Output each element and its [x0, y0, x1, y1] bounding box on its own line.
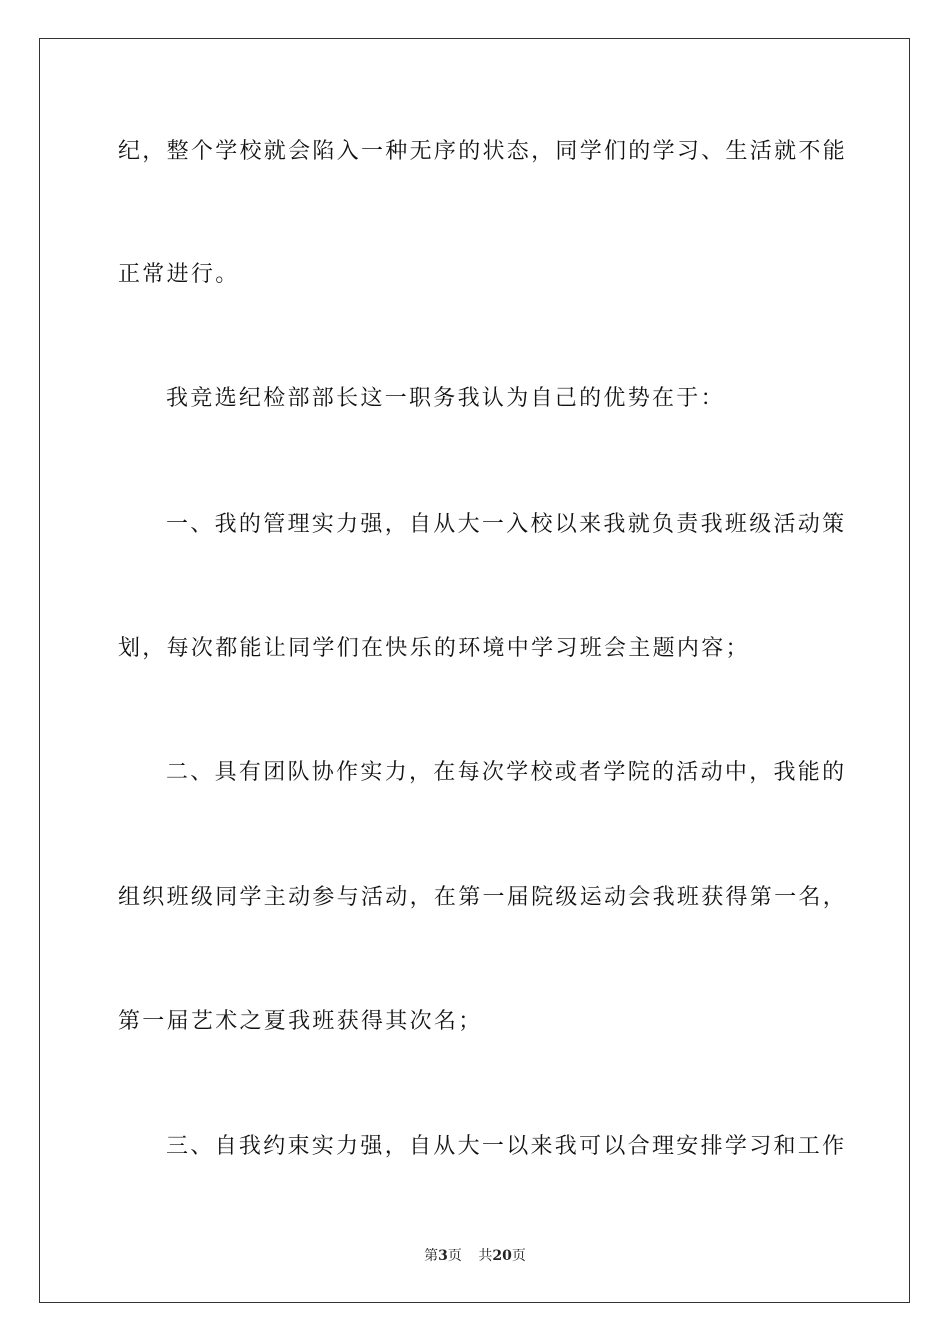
- paragraph-line: 三、自我约束实力强，自从大一以来我可以合理安排学习和工作: [166, 1134, 847, 1159]
- page-footer: [0, 1246, 950, 1266]
- paragraph-line: 划，每次都能让同学们在快乐的环境中学习班会主题内容；: [118, 636, 750, 661]
- page-number: [424, 1248, 462, 1264]
- page-border: [39, 38, 910, 1303]
- paragraph-line: 我竞选纪检部部长这一职务我认为自己的优势在于：: [166, 386, 725, 411]
- paragraph-line: 一、我的管理实力强，自从大一入校以来我就负责我班级活动策: [166, 512, 847, 537]
- paragraph-line: 正常进行。: [118, 262, 240, 287]
- paragraph-line: 第一届艺术之夏我班获得其次名；: [118, 1009, 483, 1034]
- paragraph-line: 二、具有团队协作实力，在每次学校或者学院的活动中，我能的: [166, 760, 847, 785]
- paragraph-line: 纪，整个学校就会陷入一种无序的状态，同学们的学习、生活就不能: [118, 139, 848, 164]
- total-page-count: 20: [492, 1248, 512, 1264]
- paragraph-line: 组织班级同学主动参与活动，在第一届院级运动会我班获得第一名，: [118, 885, 848, 910]
- total-prefix: 共: [478, 1248, 493, 1264]
- page-unit: 页: [447, 1248, 462, 1264]
- current-page-number: 3: [438, 1248, 448, 1264]
- page-total: [478, 1248, 525, 1264]
- page-prefix: 第: [424, 1248, 439, 1264]
- total-unit: 页: [511, 1248, 526, 1264]
